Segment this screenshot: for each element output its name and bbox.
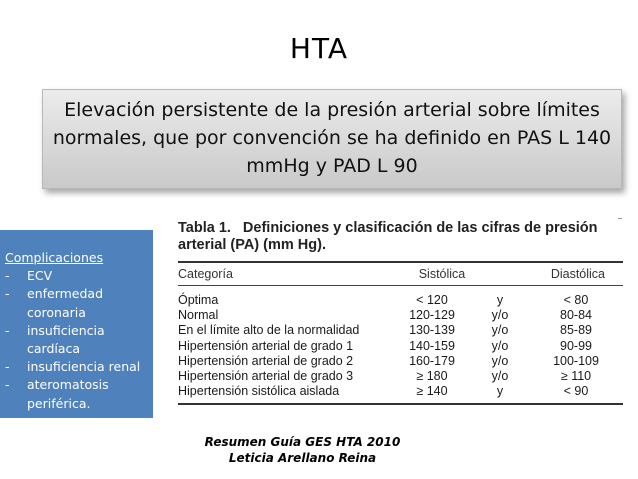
cell-systolic: < 120 [416,292,448,307]
header-systolic: Sistólica [418,267,466,281]
cell-systolic: 140-159 [409,338,455,353]
cell-systolic: 130-139 [409,323,455,338]
cell-category: Óptima [178,292,219,307]
cell-category: Hipertensión sistólica aislada [178,384,340,399]
cell-conjunction: y/o [491,369,509,384]
corner-mark [618,218,622,219]
cell-systolic: 160-179 [409,353,455,368]
complication-item [5,267,150,285]
slide-title: HTA [289,32,349,65]
complication-text: ECV [27,268,53,284]
table-row [178,368,623,383]
cell-conjunction: y [496,292,504,307]
cell-diastolic: 85-89 [560,323,592,338]
cell-category: En el límite alto de la normalidad [178,323,360,338]
source-credit [200,434,405,466]
table-body [178,286,623,403]
credit-line2: Leticia Arellano Reina [228,451,377,465]
definition-text: Elevación persistente de la presión arterial sobre límites normales, que por convención se ha definido en PAS L 140 mmHg y PAD L 90 [52,99,612,177]
table-row [178,307,623,322]
cell-category: Normal [178,307,219,322]
definition-box [42,89,622,189]
list-dash: - [5,286,10,302]
complication-item [5,358,150,376]
table-header-row [178,263,623,285]
table-title [178,220,623,254]
table-title-line2: arterial (PA) (mm Hg). [178,237,326,253]
table-bottom-rule [178,403,623,405]
list-dash: - [5,377,10,393]
cell-diastolic: ≥ 110 [560,369,592,384]
cell-conjunction: y/o [491,323,509,338]
cell-systolic: ≥ 140 [416,384,448,399]
classification-table [178,220,623,405]
table-label: Tabla 1. [178,220,231,236]
list-dash: - [5,322,10,338]
cell-conjunction: y/o [491,307,509,322]
cell-systolic: 120-129 [409,307,455,322]
table-row [178,323,623,338]
list-dash: - [5,268,10,284]
complication-item [5,285,150,321]
cell-conjunction: y/o [491,338,509,353]
cell-conjunction: y/o [491,353,509,368]
list-dash: - [5,359,10,375]
complication-text: enfermedad coronaria [27,286,104,320]
header-diastolic: Diastólica [550,267,605,281]
complication-text: insuficiencia renal [27,359,141,375]
complication-item [5,322,150,358]
cell-diastolic: 90-99 [560,338,592,353]
table-row [178,353,623,368]
table-title-line1: Definiciones y clasificación de las cifras de presión [242,220,598,236]
complication-text: insuficiencia cardíaca [27,322,105,357]
cell-conjunction: y [496,384,504,399]
cell-systolic: ≥ 180 [416,369,448,384]
cell-category: Hipertensión arterial de grado 2 [178,353,354,368]
complications-title: Complicaciones [5,250,104,265]
table-row [178,292,623,307]
cell-diastolic: < 90 [563,384,589,399]
complication-item [5,376,150,412]
table-row [178,338,623,353]
cell-category: Hipertensión arterial de grado 3 [178,369,354,384]
complication-text: ateromatosis periférica. [27,377,109,411]
table-row [178,384,623,399]
header-category: Categoría [178,267,233,281]
cell-diastolic: < 80 [563,292,589,307]
complications-box [0,230,153,418]
credit-line1: Resumen Guía GES HTA 2010 [204,435,401,449]
cell-diastolic: 100-109 [553,353,599,368]
cell-category: Hipertensión arterial de grado 1 [178,338,354,353]
cell-diastolic: 80-84 [560,307,592,322]
